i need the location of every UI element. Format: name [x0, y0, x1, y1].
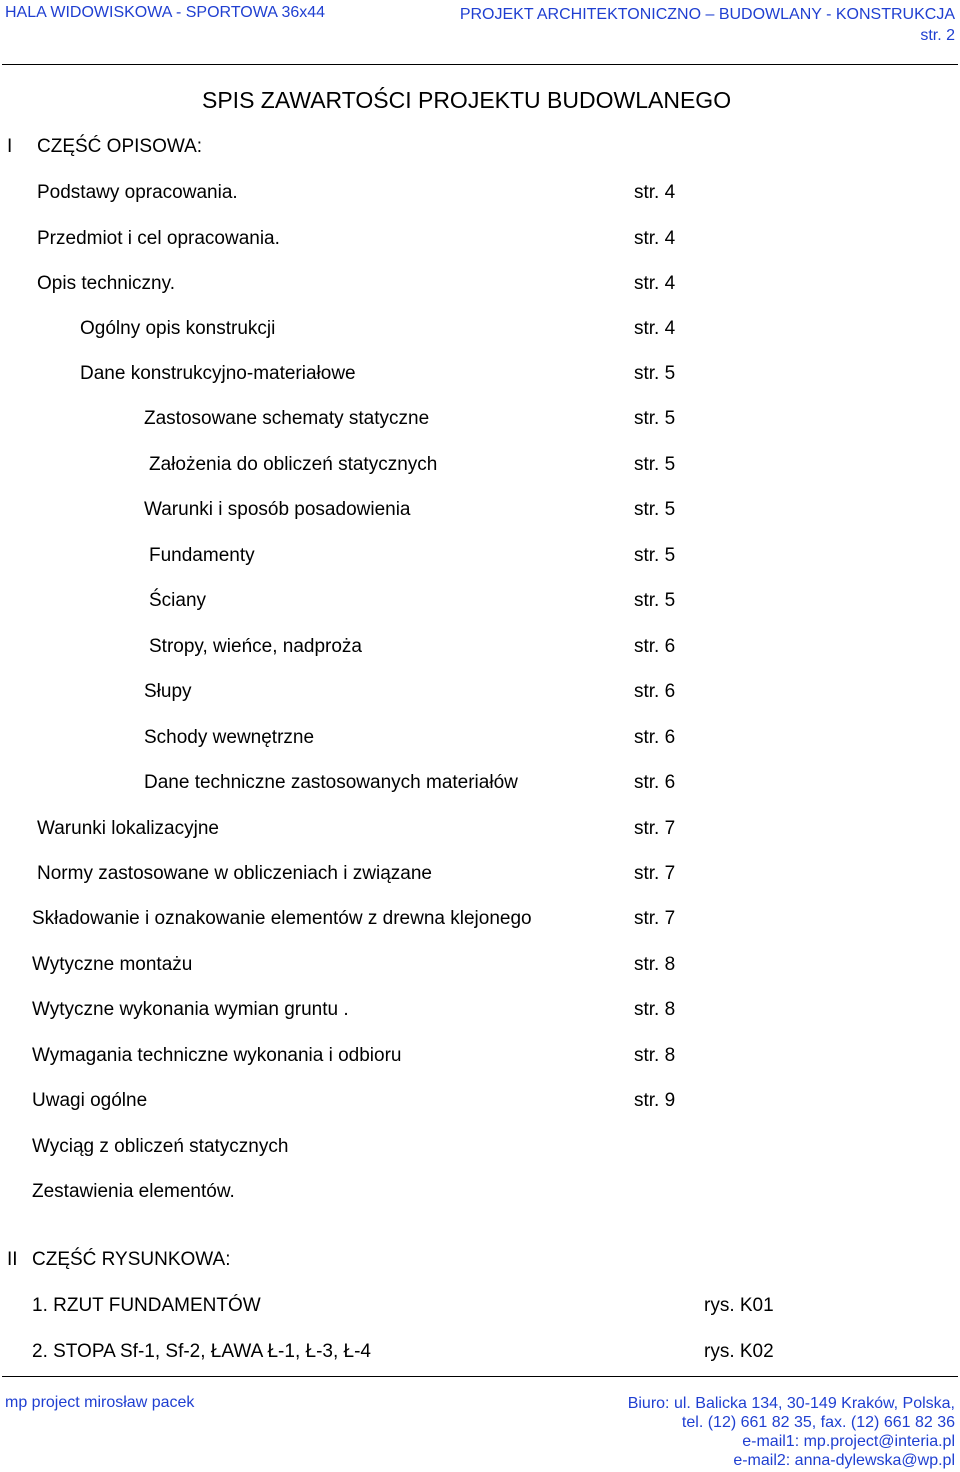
page-title: SPIS ZAWARTOŚCI PROJEKTU BUDOWLANEGO [202, 87, 732, 113]
toc-item-page: str. 6 [634, 727, 676, 748]
header-project-type: PROJEKT ARCHITEKTONICZNO – BUDOWLANY - KONSTRUKCJA [459, 6, 955, 23]
toc-item-page: str. 4 [634, 228, 676, 249]
toc-item-page: str. 5 [634, 408, 676, 429]
toc-item-label: Uwagi ogólne [32, 1090, 148, 1111]
toc-item-label: Wymagania techniczne wykonania i odbioru [32, 1045, 402, 1066]
toc-item-page: str. 5 [634, 545, 676, 566]
toc-item-page: str. 6 [634, 681, 676, 702]
drawing-item-number: rys. K01 [704, 1295, 774, 1316]
toc-item-label: Zestawienia elementów. [32, 1181, 235, 1202]
footer-address: Biuro: ul. Balicka 134, 30-149 Kraków, Polska, [627, 1395, 955, 1412]
toc-item-page: str. 8 [634, 1045, 676, 1066]
toc-item-page: str. 5 [634, 454, 676, 475]
footer-phone: tel. (12) 661 82 35, fax. (12) 661 82 36 [681, 1414, 955, 1431]
toc-item-page: str. 4 [634, 182, 676, 203]
toc-item-page: str. 5 [634, 590, 676, 611]
drawing-item-number: rys. K02 [704, 1341, 774, 1362]
toc-item-label: Stropy, wieńce, nadproża [149, 636, 362, 657]
toc-item-label: Warunki lokalizacyjne [37, 818, 219, 839]
part2-heading: CZĘŚĆ RYSUNKOWA: [32, 1249, 231, 1270]
toc-item-label: Dane techniczne zastosowanych materiałów [144, 772, 518, 793]
part2-roman: II [7, 1249, 18, 1270]
toc-item-label: Schody wewnętrzne [144, 727, 315, 748]
toc-item-page: str. 7 [634, 863, 676, 884]
toc-item-label: Dane konstrukcyjno-materiałowe [80, 363, 356, 384]
toc-item-label: Fundamenty [149, 545, 255, 566]
toc-item-label: Wytyczne montażu [32, 954, 193, 975]
toc-item-label: Warunki i sposób posadowienia [144, 499, 411, 520]
header-page-number: str. 2 [920, 27, 955, 44]
header-divider [2, 64, 958, 65]
toc-item-page: str. 6 [634, 636, 676, 657]
toc-item-label: Składowanie i oznakowanie elementów z drewna klejonego [32, 908, 532, 929]
header-project-name: HALA WIDOWISKOWA - SPORTOWA 36x44 [5, 4, 326, 21]
toc-item-label: Przedmiot i cel opracowania. [37, 228, 280, 249]
toc-item-label: Ściany [149, 590, 207, 611]
toc-item-label: Wyciąg z obliczeń statycznych [32, 1136, 289, 1157]
footer-email1: e-mail1: mp.project@interia.pl [742, 1433, 955, 1450]
toc-item-label: Zastosowane schematy statyczne [144, 408, 430, 429]
toc-item-page: str. 7 [634, 908, 676, 929]
part1-roman: I [7, 136, 13, 157]
toc-item-label: Normy zastosowane w obliczeniach i związane [37, 863, 432, 884]
toc-item-page: str. 5 [634, 363, 676, 384]
toc-item-page: str. 4 [634, 273, 676, 294]
toc-item-label: Słupy [144, 681, 192, 702]
toc-item-page: str. 8 [634, 954, 676, 975]
toc-item-page: str. 4 [634, 318, 676, 339]
footer-divider [2, 1376, 958, 1377]
part1-heading: CZĘŚĆ OPISOWA: [37, 136, 203, 157]
toc-item-page: str. 5 [634, 499, 676, 520]
footer-company: mp project mirosław pacek [5, 1394, 195, 1411]
toc-item-page: str. 7 [634, 818, 676, 839]
toc-item-page: str. 9 [634, 1090, 676, 1111]
toc-item-label: Wytyczne wykonania wymian gruntu . [32, 999, 349, 1020]
toc-item-label: Opis techniczny. [37, 273, 175, 294]
drawing-item-label: 2. STOPA Sf-1, Sf-2, ŁAWA Ł-1, Ł-3, Ł-4 [32, 1341, 371, 1362]
toc-item-label: Założenia do obliczeń statycznych [149, 454, 438, 475]
footer-contact [628, 1394, 955, 1470]
toc-item-label: Ogólny opis konstrukcji [80, 318, 276, 339]
footer-email2: e-mail2: anna-dylewska@wp.pl [733, 1452, 955, 1469]
drawing-item-label: 1. RZUT FUNDAMENTÓW [32, 1295, 261, 1316]
toc-item-label: Podstawy opracowania. [37, 182, 238, 203]
toc-item-page: str. 6 [634, 772, 676, 793]
toc-item-page: str. 8 [634, 999, 676, 1020]
header-right [460, 4, 955, 46]
